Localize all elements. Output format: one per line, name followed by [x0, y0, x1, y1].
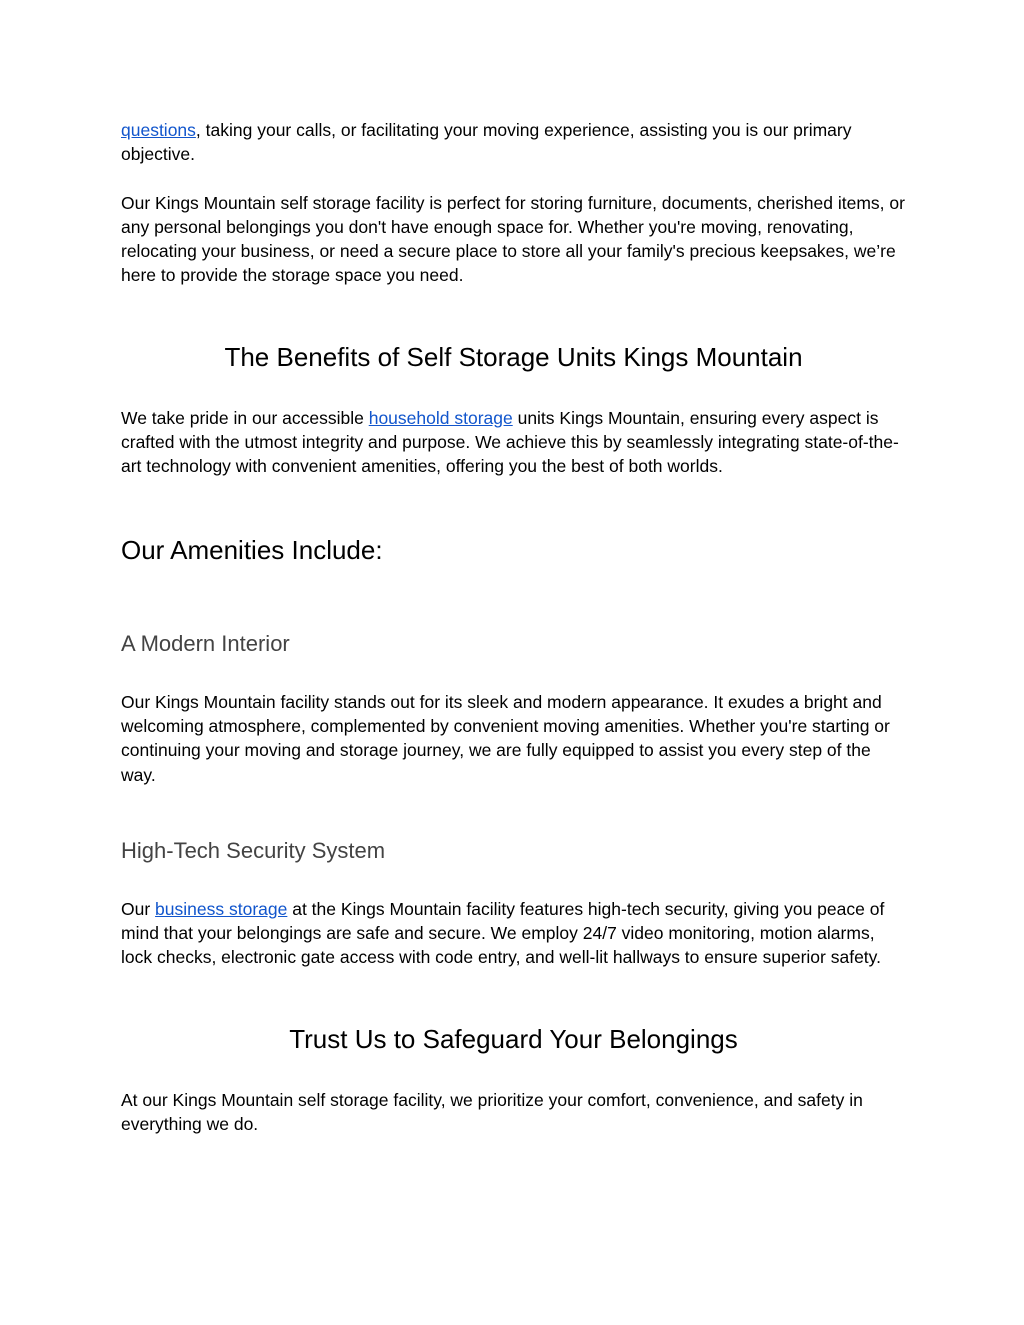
security-text-after: at the Kings Mountain facility features high-tech security, giving you peace of mind that your belongings are safe and secure. We employ 24/7 video monitoring, motion alarms, lock checks, electronic gate access with code entry, and well-lit hallways to ensure superior safety.	[121, 898, 885, 968]
household-storage-link[interactable]: household storage	[368, 407, 513, 428]
benefits-text-after: units Kings Mountain, ensuring every aspect is crafted with the utmost integrity and purpose. We achieve this by seamlessly integrating state-of-the-art technology with convenient amenities, offering you the best of both worlds.	[121, 407, 899, 477]
document-page	[121, 118, 906, 1136]
questions-link[interactable]: questions	[121, 120, 196, 140]
security-text-before: Our	[121, 898, 156, 919]
amenities-heading: Our Amenities Include:	[121, 534, 383, 565]
intro-paragraph	[121, 118, 906, 167]
facility-paragraph: Our Kings Mountain self storage facility is perfect for storing furniture, documents, cherished items, or any personal belongings you don't have enough space for. Whether you're moving, renovating, relocating your business, or need a secure place to store all your family's precious keepsakes, we’re here to provide the storage space you need.	[121, 192, 905, 286]
benefits-heading: The Benefits of Self Storage Units Kings Mountain	[224, 341, 803, 372]
business-storage-link[interactable]: business storage	[155, 898, 288, 919]
interior-paragraph: Our Kings Mountain facility stands out for its sleek and modern appearance. It exudes a bright and welcoming atmosphere, complemented by convenient moving amenities. Whether you're starting or continuing your moving and storage journey, we are fully equipped to assist you every step of the way.	[121, 691, 890, 785]
security-paragraph	[121, 897, 906, 970]
benefits-text-before: We take pride in our accessible	[121, 407, 369, 428]
modern-interior-heading: A Modern Interior	[121, 630, 290, 656]
benefits-paragraph	[121, 406, 906, 479]
trust-paragraph: At our Kings Mountain self storage facility, we prioritize your comfort, convenience, and safety in everything we do.	[121, 1089, 863, 1135]
trust-heading: Trust Us to Safeguard Your Belongings	[289, 1023, 738, 1054]
security-heading: High-Tech Security System	[121, 837, 386, 863]
intro-text: , taking your calls, or facilitating your moving experience, assisting you is our primary objective.	[121, 120, 852, 165]
